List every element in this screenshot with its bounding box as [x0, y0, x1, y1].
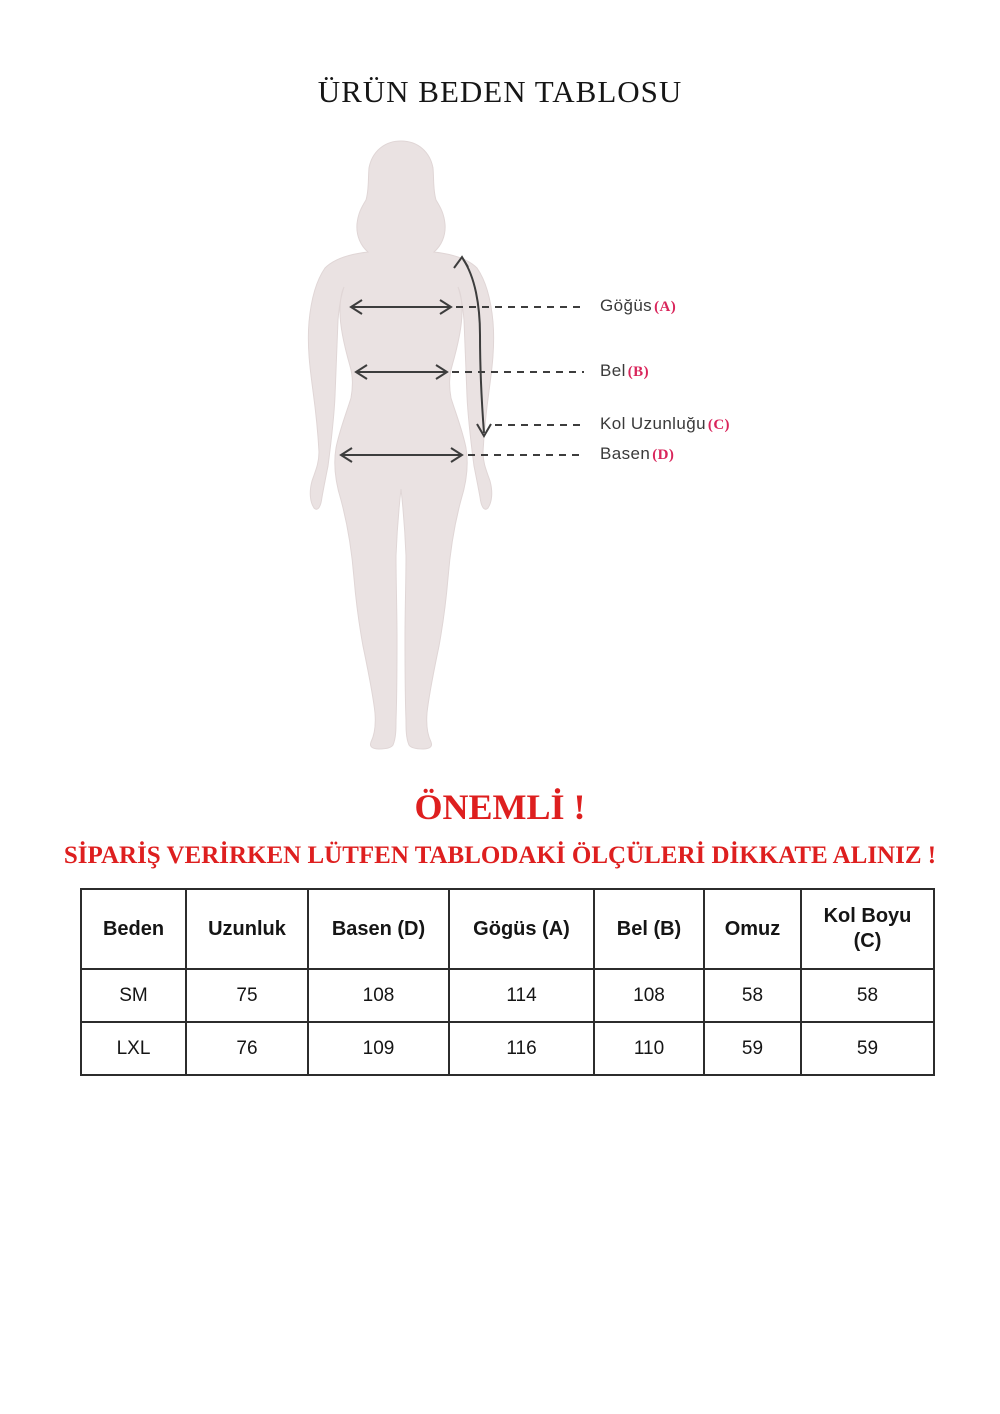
lxl-kol: 59	[801, 1022, 934, 1075]
lxl-beden: LXL	[81, 1022, 186, 1075]
table-row-lxl	[81, 1022, 934, 1075]
lxl-uzunluk: 76	[186, 1022, 308, 1075]
label-arm-length-text: Kol Uzunluğu	[600, 414, 706, 433]
label-arm-length	[600, 414, 730, 436]
header-kol-boyu: Kol Boyu (C)	[801, 889, 934, 969]
sm-gogus: 114	[449, 969, 594, 1022]
important-heading: ÖNEMLİ !	[414, 787, 586, 827]
sm-beden: SM	[81, 969, 186, 1022]
label-hip-letter: (D)	[652, 447, 675, 463]
label-chest-letter: (A)	[654, 299, 677, 315]
header-bel-b: Bel (B)	[594, 889, 704, 969]
sm-uzunluk: 75	[186, 969, 308, 1022]
header-gogus-a: Gögüs (A)	[449, 889, 594, 969]
label-hip	[600, 444, 674, 466]
header-beden: Beden	[81, 889, 186, 969]
label-waist-letter: (B)	[627, 364, 649, 380]
sm-kol: 58	[801, 969, 934, 1022]
lxl-omuz: 59	[704, 1022, 801, 1075]
lxl-basen: 109	[308, 1022, 449, 1075]
label-hip-text: Basen	[600, 444, 651, 463]
label-waist-text: Bel	[600, 361, 626, 380]
sm-omuz: 58	[704, 969, 801, 1022]
size-table	[80, 888, 935, 1076]
page-title: ÜRÜN BEDEN TABLOSU	[317, 74, 683, 109]
label-chest	[600, 296, 676, 318]
sm-bel: 108	[594, 969, 704, 1022]
lxl-bel: 110	[594, 1022, 704, 1075]
order-warning-text: SİPARİŞ VERİRKEN LÜTFEN TABLODAKİ ÖLÇÜLERİ DİKKATE ALINIZ !	[63, 842, 937, 869]
header-omuz: Omuz	[704, 889, 801, 969]
woman-silhouette-shape	[308, 141, 493, 749]
label-waist	[600, 361, 649, 383]
label-arm-length-letter: (C)	[707, 417, 730, 433]
size-table-header-row	[81, 889, 934, 969]
table-row-sm	[81, 969, 934, 1022]
sm-basen: 108	[308, 969, 449, 1022]
header-uzunluk: Uzunluk	[186, 889, 308, 969]
label-chest-text: Göğüs	[600, 296, 653, 315]
lxl-gogus: 116	[449, 1022, 594, 1075]
header-basen-d: Basen (D)	[308, 889, 449, 969]
